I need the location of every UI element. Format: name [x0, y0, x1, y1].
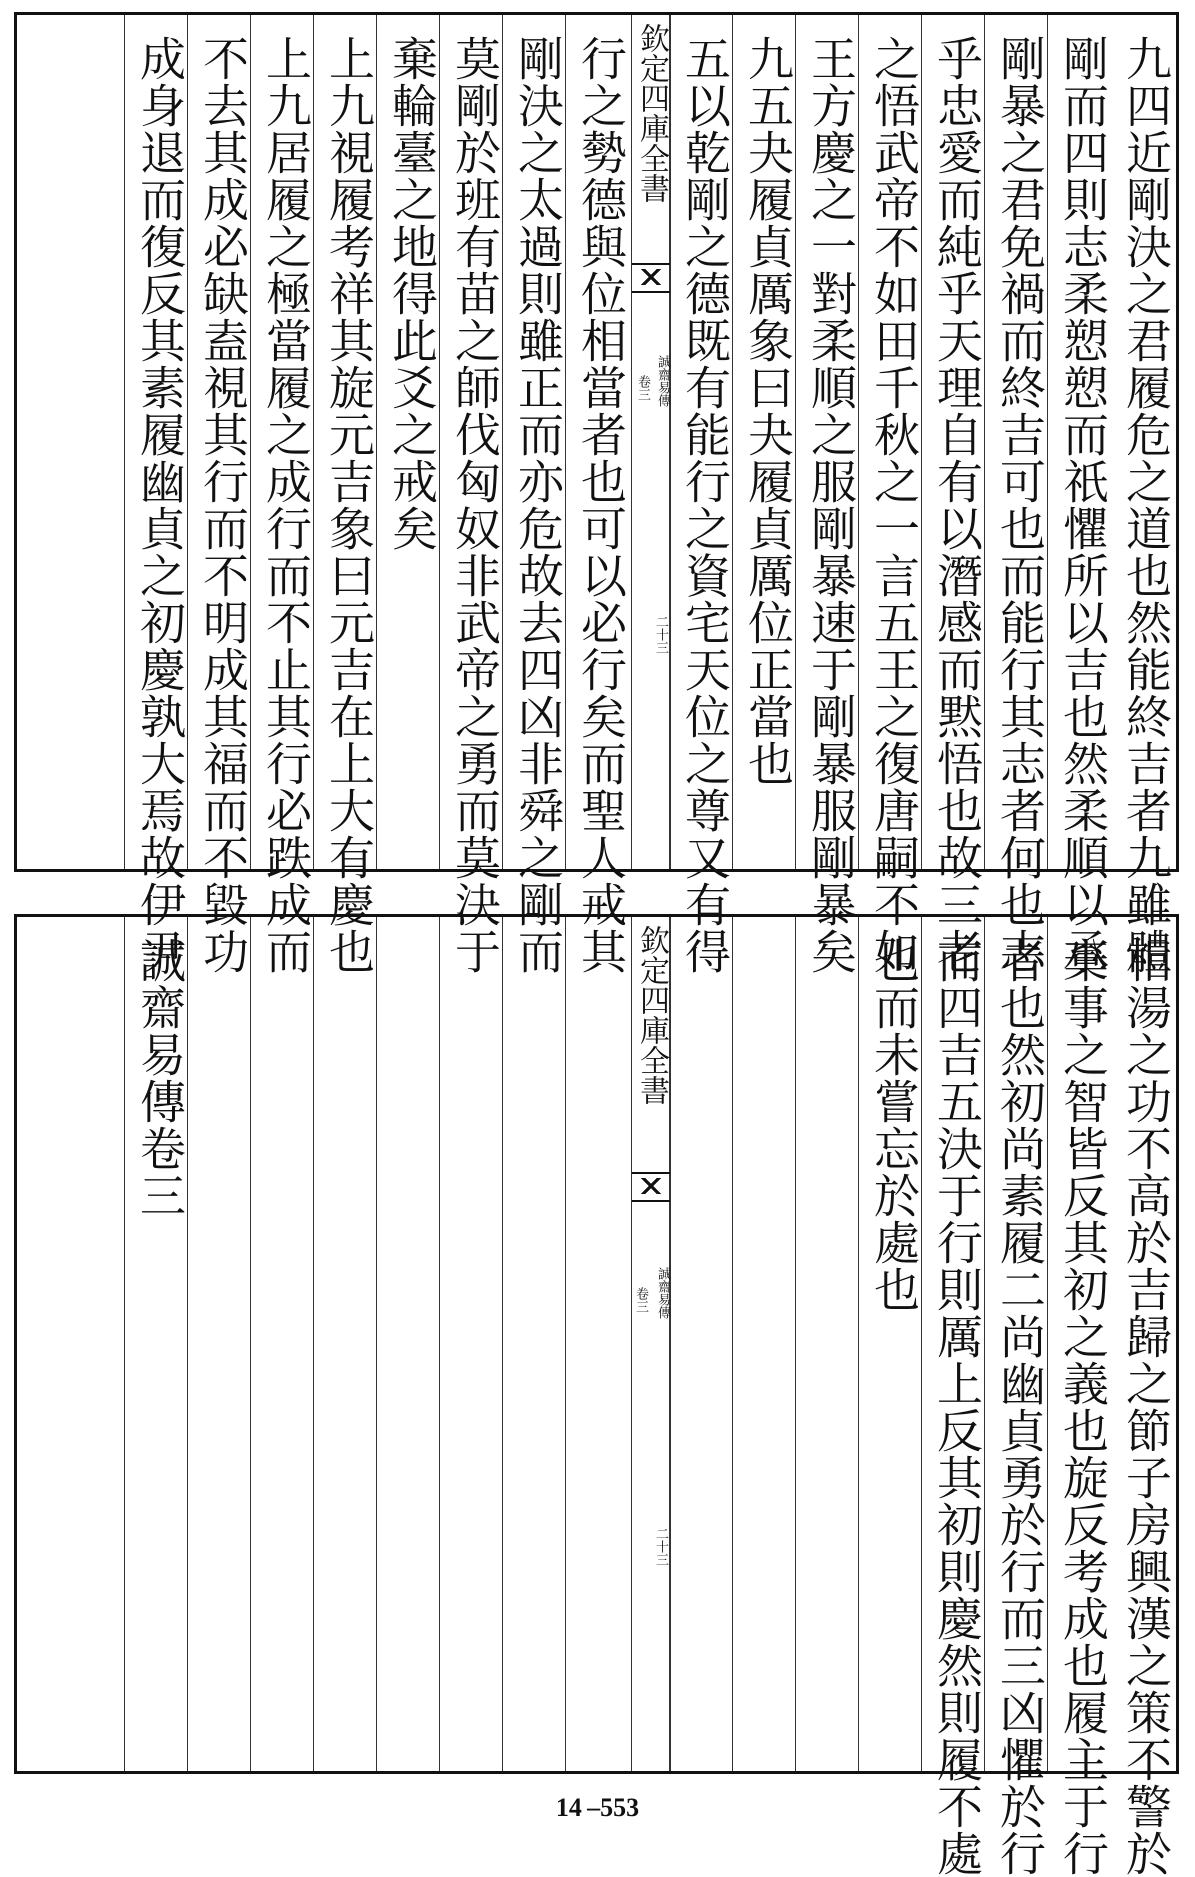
center-fold-banxin: [631, 917, 671, 1771]
text-column: [502, 917, 568, 1771]
banxin-book-name: 誠齋易傳: [655, 1267, 670, 1319]
text-column: 成身退而復反其素履幽貞之初慶孰大焉故伊尹: [124, 15, 190, 869]
text-column: 者也然初尚素履二尚幽貞勇於行而三凶懼於行: [984, 917, 1050, 1771]
center-fold-banxin: [631, 15, 671, 869]
fish-tail-mark: [632, 263, 670, 293]
text-column: [376, 917, 442, 1771]
text-column: 上九居履之極當履之成行而不止其行必跌成而: [250, 15, 316, 869]
text-column: 之悟武帝不如田千秋之一言五王之復唐嗣不如: [858, 15, 924, 869]
banxin-volume: 卷三: [633, 1287, 648, 1313]
text-column: 剛暴之君免禍而終吉可也而能行其志者何也志: [984, 15, 1050, 869]
banxin-page-number: 二十三: [653, 1527, 668, 1566]
text-column: 乎忠愛而純乎天理自有以潛感而黙悟也故三老: [921, 15, 987, 869]
banxin-title: 欽定四庫全書: [634, 925, 669, 1105]
text-column: [795, 917, 861, 1771]
text-column: [187, 917, 253, 1771]
text-column: 王方慶之一對柔順之服剛暴速于剛暴服剛暴矣: [795, 15, 861, 869]
text-column: 行之勢德與位相當者也可以必行矣而聖人戒其: [565, 15, 631, 869]
text-column: 而四吉五決于行則厲上反其初則慶然則履不處: [921, 917, 987, 1771]
text-column: 剛而四則志柔愬愬而祇懼所以吉也然柔順以承: [1047, 15, 1113, 869]
text-column: [565, 917, 631, 1771]
text-column: [439, 917, 505, 1771]
text-column: [313, 917, 379, 1771]
text-column: 不去其成必缺盍視其行而不明成其福而不毀功: [187, 15, 253, 869]
text-column: 也而未嘗忘於處也: [858, 917, 924, 1771]
upper-page-frame: [14, 12, 1179, 975]
text-column: [669, 917, 735, 1771]
text-column: 九四近剛決之君履危之道也然能終吉者九雖體: [1119, 35, 1173, 975]
upper-text-columns: [17, 15, 1176, 975]
volume-end-title-column: 誠齋易傳卷三: [124, 917, 190, 1771]
banxin-page-number: 二十三: [653, 615, 668, 654]
text-column: 五以乾剛之德既有能行之資宅天位之尊又有得: [669, 15, 735, 869]
banxin-volume: 卷三: [635, 375, 650, 401]
text-column: [250, 917, 316, 1771]
text-column: 棄輪臺之地得此爻之戒矣: [376, 15, 442, 869]
banxin-book-name: 誠齋易傳: [655, 355, 670, 407]
text-column: 相湯之功不高於吉歸之節子房興漢之策不警於: [1119, 937, 1173, 1877]
text-column: 莫剛於班有苗之師伐匈奴非武帝之勇而莫決于: [439, 15, 505, 869]
text-column: 九五夬履貞厲象曰夬履貞厲位正當也: [732, 15, 798, 869]
text-column: [732, 917, 798, 1771]
page-number-footer: 14 –553: [555, 1793, 640, 1822]
fish-tail-mark: [632, 1172, 670, 1202]
text-column: 上九視履考祥其旋元吉象曰元吉在上大有慶也: [313, 15, 379, 869]
text-column: 棄事之智皆反其初之義也旋反考成也履主于行: [1047, 917, 1113, 1771]
text-column: 剛決之太過則雖正而亦危故去四凶非舜之剛而: [502, 15, 568, 869]
banxin-title: 欽定四庫全書: [634, 23, 669, 203]
